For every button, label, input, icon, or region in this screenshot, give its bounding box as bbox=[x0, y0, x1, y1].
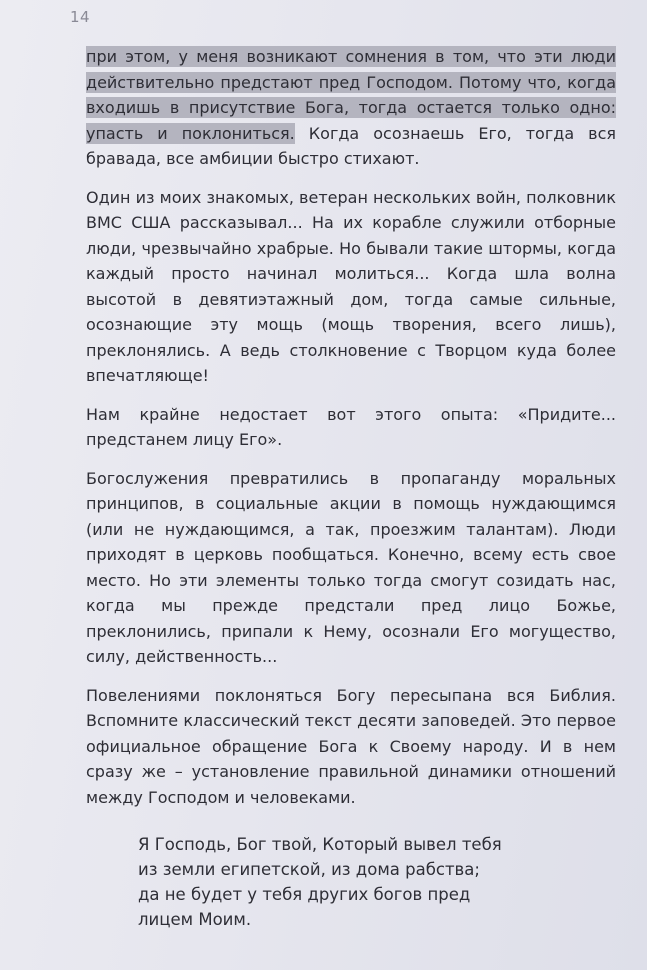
paragraph-text: Когда осознаешь Его, тогда вся бравада, все амбиции быстро стихают. bbox=[86, 123, 616, 168]
paragraph-2: Один из моих знакомых, ветеран нескольких войн, полковник ВМС США рассказывал... На их корабле служили отборные люди, чрезвычайно храбрые. Но бывали такие штормы, когда каждый просто начинал молиться... Когда шла волна высотой в девятиэтажный дом, тогда самые сильные, осознающие эту мощь (мощь творения, всего лишь), преклонялись. А ведь столкновение с Творцом куда более впечатляюще! bbox=[86, 187, 616, 385]
verse-line: из земли египетской, из дома рабства; bbox=[138, 860, 480, 879]
scripture-quote bbox=[138, 832, 558, 932]
paragraph-5: Повелениями поклоняться Богу пересыпана вся Библия. Вспомните классический текст десяти заповедей. Это первое официальное обращение Бога к Своему народу. И в нем сразу же – установление правильной динамики отношений между Господом и человеками. bbox=[86, 685, 616, 807]
body-text bbox=[86, 44, 616, 823]
verse-line: лицем Моим. bbox=[138, 910, 252, 929]
paragraph-3: Нам крайне недостает вот этого опыта: «Придите... предстанем лицу Его». bbox=[86, 404, 616, 449]
highlighted-text[interactable]: при этом, у меня возникают сомнения в том, что эти люди действительно предстают пред Господом. Потому что, когда входишь в присутствие Бога, тогда остается только одно: упасть и поклониться. bbox=[86, 47, 616, 143]
verse-line: да не будет у тебя других богов пред bbox=[138, 885, 471, 904]
paragraph-4: Богослужения превратились в пропаганду моральных принципов, в социальные акции в помощь нуждающимся (или не нуждающимся, а так, проезжим талантам). Люди приходят в церковь пообщаться. Конечно, всему есть свое место. Но эти элементы только тогда смогут созидать нас, когда мы прежде предстали пред лицо Божье, преклонились, припали к Нему, осознали Его могущество, силу, действенность... bbox=[86, 468, 616, 666]
paragraph-1 bbox=[86, 44, 616, 172]
page-number: 14 bbox=[70, 8, 91, 26]
verse-line: Я Господь, Бог твой, Который вывел тебя bbox=[138, 835, 502, 854]
